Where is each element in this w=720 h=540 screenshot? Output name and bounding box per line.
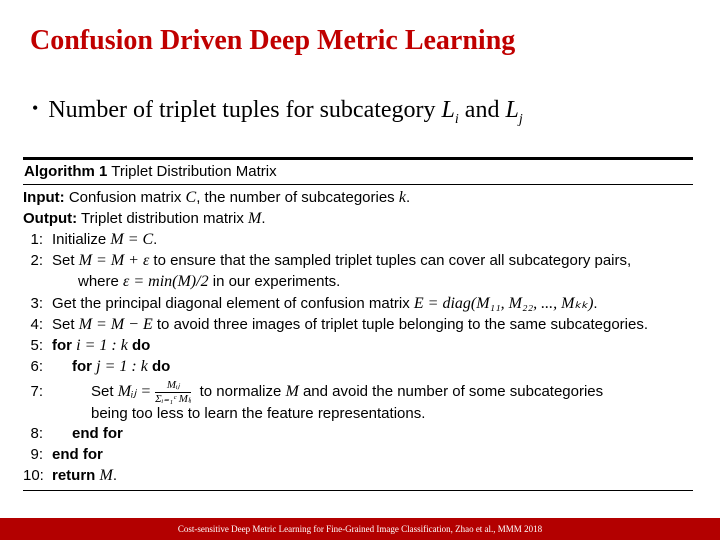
input-text-a: Confusion matrix	[68, 189, 186, 206]
bullet-sub-1: i	[454, 111, 459, 127]
algorithm-top-rule	[23, 157, 693, 160]
line-text: where ε = min(M)/2 in our experiments.	[78, 273, 341, 290]
line-number: 4:	[30, 316, 43, 333]
output-end: .	[261, 210, 266, 227]
line-number: 8:	[30, 425, 43, 442]
algorithm-header-rule	[23, 184, 693, 185]
input-label: Input:	[23, 189, 65, 206]
line-text: Set M = M + ε to ensure that the sampled triplet tuples can cover all subcategory pairs,	[52, 252, 632, 269]
output-label: Output:	[23, 210, 78, 227]
bullet-var-2: L	[505, 97, 519, 123]
input-text-b: , the number of subcategories	[196, 189, 399, 206]
bullet-icon: •	[32, 98, 39, 118]
input-var-c: C	[185, 189, 197, 206]
algorithm-input	[23, 188, 410, 208]
bullet-and: and	[458, 97, 506, 123]
line-number: 2:	[30, 252, 43, 269]
line-text: for j = 1 : k do	[72, 358, 171, 375]
line-text: end for	[72, 425, 123, 442]
algorithm-label: Algorithm 1	[24, 163, 108, 180]
output-text: Triplet distribution matrix	[81, 210, 249, 227]
line-number: 6:	[30, 358, 43, 375]
output-var: M	[248, 210, 262, 227]
line-number: 3:	[30, 295, 43, 312]
line-text: Set M = M − E to avoid three images of triplet tuple belonging to the same subcategories.	[52, 316, 649, 333]
line-number: 9:	[30, 446, 43, 463]
bullet-var-1: L	[441, 97, 455, 123]
slide-title: Confusion Driven Deep Metric Learning	[30, 25, 516, 56]
bullet-text: Number of triplet tuples for subcategory	[48, 97, 442, 123]
fraction: $\frac{\text{Mᵢⱼ}}{\text{Σᵢ₌₁ᶜ Mₗᵢ}}$	[155, 378, 192, 405]
footer-citation: Cost-sensitive Deep Metric Learning for Fine-Grained Image Classification, Zhao et al., MMM 2018	[0, 518, 720, 540]
line-text: end for	[52, 446, 103, 463]
bullet-sub-2: j	[518, 111, 523, 127]
algorithm-bottom-rule	[23, 490, 693, 491]
line-number: 5:	[30, 337, 43, 354]
algorithm-header	[24, 163, 277, 180]
line-text: Set Mᵢⱼ = $\frac{\text{Mᵢⱼ}}{\text{Σᵢ₌₁ᶜ Mₗᵢ}}$ to normalize M and avoid the number of some subcategories	[91, 378, 604, 405]
bullet-point	[32, 97, 523, 128]
algorithm-name: Triplet Distribution Matrix	[111, 163, 277, 180]
algorithm-output	[23, 209, 266, 229]
line-number: 10:	[23, 467, 44, 484]
line-text: for i = 1 : k do	[52, 337, 151, 354]
line-text: Initialize M = C.	[52, 231, 158, 248]
input-text-c: .	[405, 189, 411, 206]
line-text: being too less to learn the feature representations.	[91, 405, 426, 422]
line-text: Get the principal diagonal element of confusion matrix E = diag(M₁₁, M₂₂, ..., Mₖₖ).	[52, 295, 598, 312]
line-text: return M.	[52, 467, 118, 484]
line-number: 7:	[30, 383, 43, 400]
line-number: 1:	[30, 231, 43, 248]
input-var-k: k	[398, 189, 406, 206]
